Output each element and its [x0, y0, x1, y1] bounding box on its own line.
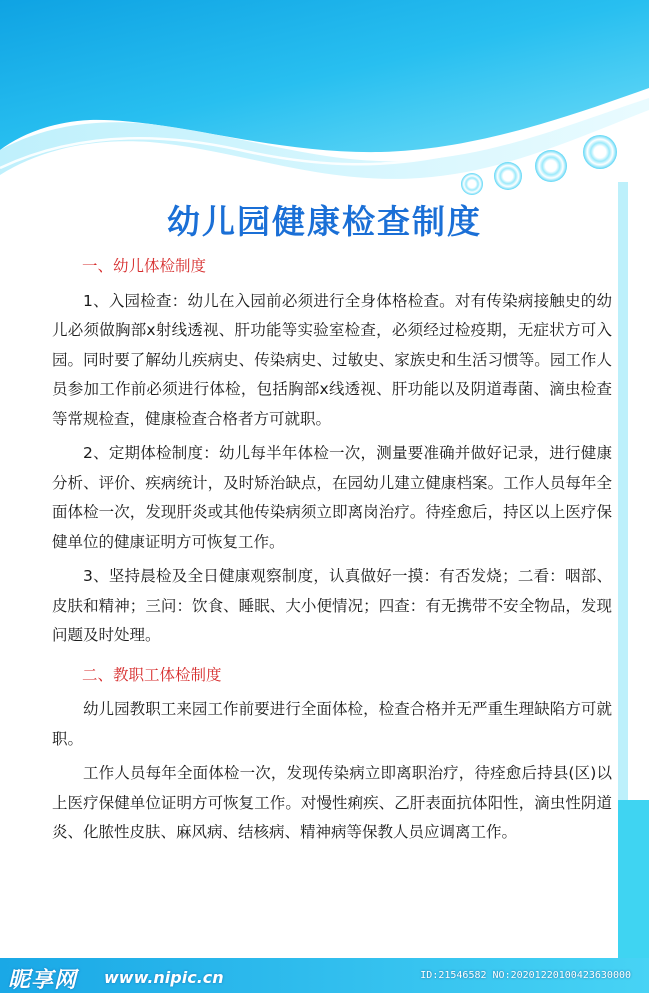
- watermark-id: ID:21546582 NO:20201220100423630000: [420, 970, 631, 981]
- deco-ring-4: [583, 135, 617, 169]
- page-title: 幼儿园健康检查制度: [167, 202, 482, 241]
- paragraph-staff-annual: 工作人员每年全面体检一次，发现传染病立即离职治疗，待痊愈后持县(区)以上医疗保健单位证明方可恢复工作。对慢性痢疾、乙肝表面抗体阳性，滴虫性阴道炎、化脓性皮肤、麻风病、结核病、精神病等保教人员应调离工作。: [52, 764, 612, 841]
- section-heading-staff-checkup: 二、教职工体检制度: [82, 665, 222, 684]
- deco-ring-3: [535, 150, 567, 182]
- section-heading-child-checkup: 一、幼儿体检制度: [82, 257, 207, 275]
- side-strip-lower: [618, 800, 649, 960]
- side-strip: [618, 182, 628, 802]
- deco-ring-1: [461, 173, 483, 195]
- watermark-site: www.nipic.cn: [104, 968, 224, 987]
- paragraph-admission-check: 1、入园检查：幼儿在入园前必须进行全身体格检查。对有传染病接触史的幼儿必须做胸部x射线透视、肝功能等实验室检查，必须经过检疫期，无症状方可入园。同时要了解幼儿疾病史、传染病史、过敏史、家族史和生活习惯等。园工作人员参加工作前必须进行体检，包括胸部x线透视、肝功能以及阴道毒菌、滴虫检查等常规检查，健康检查合格者方可就职。: [52, 291, 612, 428]
- deco-ring-2: [494, 162, 522, 190]
- paragraph-regular-checkup: 2、定期体检制度：幼儿每半年体检一次，测量要准确并做好记录，进行健康分析、评价、疾病统计，及时矫治缺点，在园幼儿建立健康档案。工作人员每年全面体检一次，发现肝炎或其他传染病须立即离岗治疗。待痊愈后，持区以上医疗保健单位的健康证明方可恢复工作。: [52, 444, 612, 551]
- paragraph-morning-check: 3、坚持晨检及全日健康观察制度，认真做好一摸：有否发烧；二看：咽部、皮肤和精神；三问：饮食、睡眠、大小便情况；四查：有无携带不安全物品，发现问题及时处理。: [52, 567, 612, 644]
- watermark-logo: 昵享网: [8, 968, 78, 993]
- paragraph-staff-entry: 幼儿园教职工来园工作前要进行全面体检，检查合格并无严重生理缺陷方可就职。: [52, 700, 612, 748]
- document-body: [52, 252, 612, 853]
